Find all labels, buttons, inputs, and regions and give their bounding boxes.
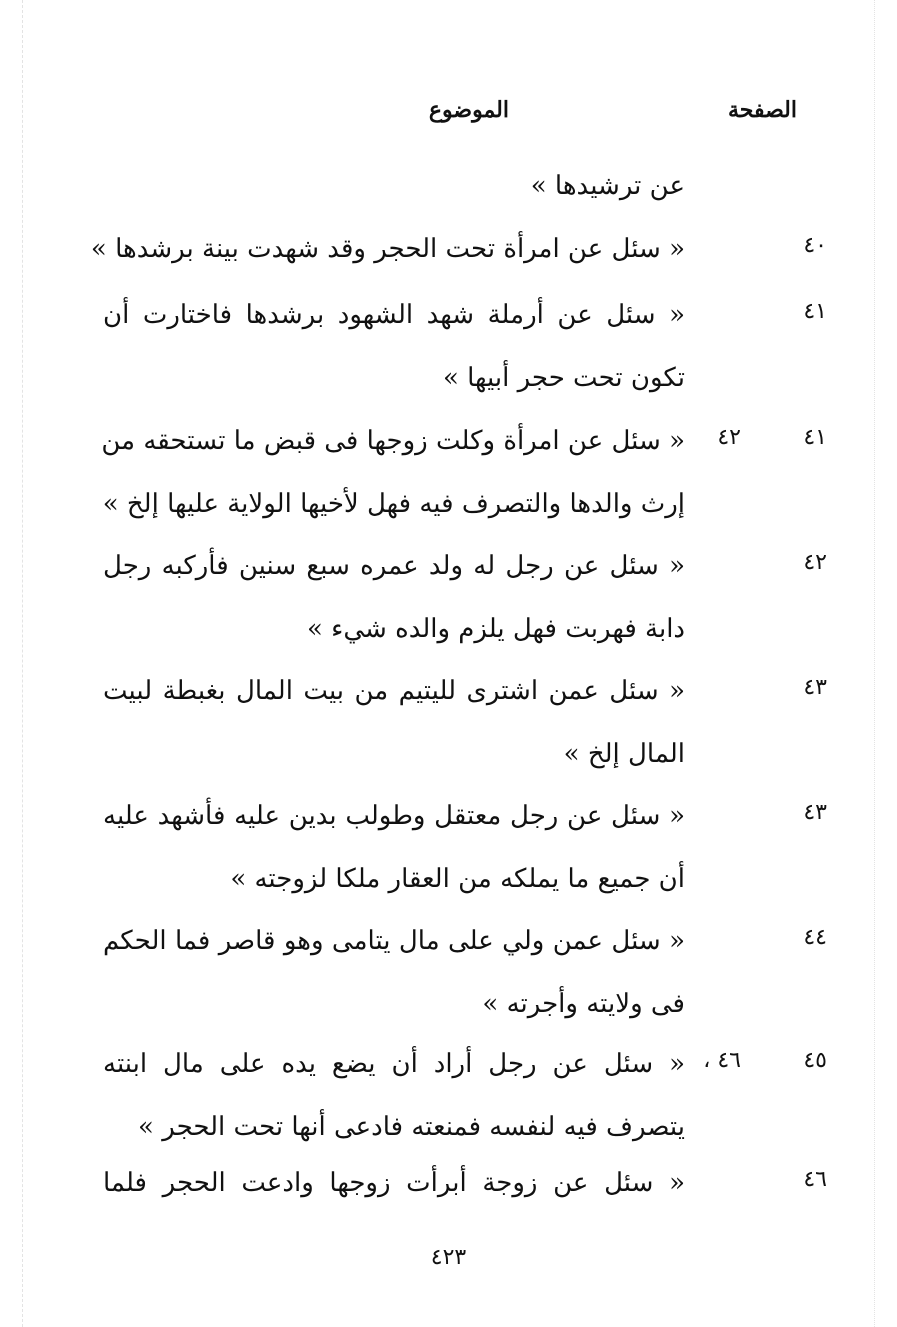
entry-page-number: ٤٥ — [803, 1048, 827, 1073]
entry-line: يتصرف فيه لنفسه فمنعته فادعى أنها تحت الحجر » — [138, 1112, 685, 1142]
entry-line: « سئل عمن اشترى لليتيم من بيت المال بغبطة لبيت — [103, 676, 685, 706]
entry-page-number: ٤٢ — [803, 550, 827, 575]
entry-line: « سئل عن أرملة شهد الشهود برشدها فاختارت أن — [103, 300, 685, 330]
entry-page-number: ٤٦ — [803, 1167, 827, 1192]
entry-line: « سئل عن امرأة تحت الحجر وقد شهدت بينة برشدها » — [90, 234, 685, 264]
entry-page-number: ٤٣ — [803, 675, 827, 700]
entry-line: فى ولايته وأجرته » — [482, 989, 685, 1019]
entry-extra-page-number: ٤٦ ، — [703, 1048, 741, 1073]
entry-topic — [103, 284, 685, 410]
entry-topic — [103, 910, 685, 1036]
entry-topic — [103, 785, 685, 911]
entry-line: دابة فهربت فهل يلزم والده شيء » — [306, 614, 685, 644]
entry-line: « سئل عن زوجة أبرأت زوجها وادعت الحجر فلما — [103, 1168, 685, 1198]
entry-topic — [103, 1152, 685, 1215]
entry-line: « سئل عن امرأة وكلت زوجها فى قبض ما تستحقه من — [101, 426, 685, 456]
entry-line: « سئل عن رجل له ولد عمره سبع سنين فأركبه رجل — [103, 551, 685, 581]
entry-line: المال إلخ » — [563, 739, 685, 769]
left-margin-rule — [22, 0, 23, 1327]
entry-page-number: ٤٤ — [803, 925, 827, 950]
right-margin-rule — [874, 0, 875, 1327]
entry-line: « سئل عن رجل أراد أن يضع يده على مال ابنته — [103, 1049, 685, 1079]
entry-page-number: ٤٠ — [803, 233, 827, 258]
entry-topic — [103, 155, 685, 218]
column-header-topic: الموضوع — [428, 97, 509, 123]
entry-line: إرث والدها والتصرف فيه فهل لأخيها الولاية عليها إلخ » — [102, 489, 685, 519]
entry-topic — [103, 1033, 685, 1159]
entry-line: « سئل عن رجل معتقل وطولب بدين عليه فأشهد عليه — [103, 801, 685, 831]
entry-page-number: ٤١ — [803, 425, 827, 450]
entry-line: تكون تحت حجر أبيها » — [442, 363, 685, 393]
entry-extra-page-number: ٤٢ — [717, 425, 741, 450]
entry-page-number: ٤٣ — [803, 800, 827, 825]
entry-line: « سئل عمن ولي على مال يتامى وهو قاصر فما الحكم — [103, 926, 686, 956]
entry-page-number: ٤١ — [803, 299, 827, 324]
column-header-page: الصفحة — [727, 97, 797, 123]
entry-topic — [90, 218, 685, 281]
entry-line: أن جميع ما يملكه من العقار ملكا لزوجته » — [230, 864, 685, 894]
entry-line: عن ترشيدها » — [530, 171, 685, 201]
entry-topic — [103, 535, 685, 661]
entry-topic — [103, 410, 685, 536]
page-number-footer: ٤٢٣ — [430, 1245, 467, 1270]
entry-topic — [103, 660, 685, 786]
